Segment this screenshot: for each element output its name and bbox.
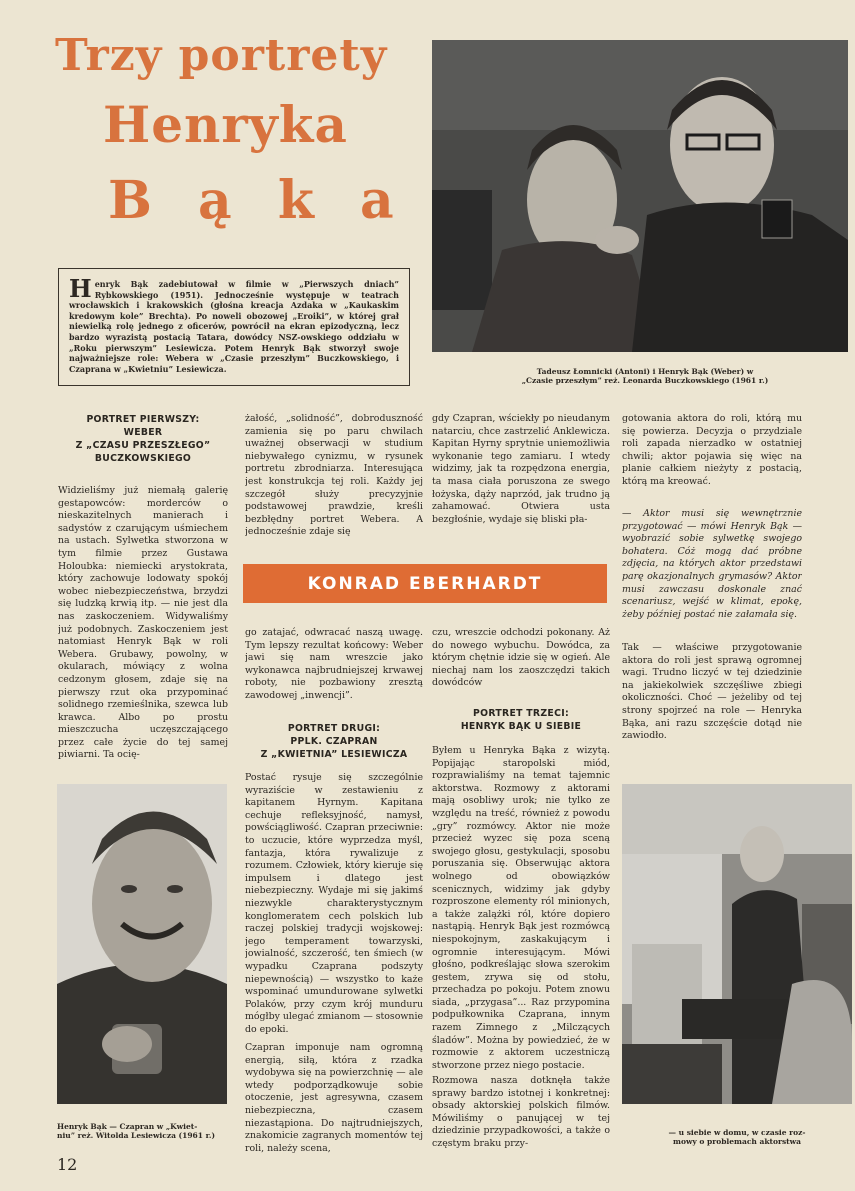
photo-bak-czapran-image bbox=[57, 784, 227, 1104]
photo-bak-at-home bbox=[622, 784, 852, 1104]
caption-top-photo: Tadeusz Łomnicki (Antoni) i Henryk Bąk (Weber) w „Czasie przeszłym” reż. Leonarda Buczkowskiego (1961 r.) bbox=[521, 367, 769, 386]
column-4-top-text: gotowania aktora do roli, którą mu się powierza. Decyzja o przydziale roli zapada nierzadko w ostatniej chwili; aktor pojawia się więc na planie całkiem nieżyty z postacią, którą ma kreować. bbox=[622, 413, 802, 487]
column-3-visit-text: Byłem u Henryka Bąka z wizytą. Popijając staropolski miód, rozprawialiśmy na temat tajemnic aktorstwa. Rozmowy z aktorami mają osobliwy urok; nie tylko ze względu na treść, również z powodu „gry” rozmówcy. Aktor nie może przecież wyzec się poza sceną swojego głosu, gestykulacji, sposobu poruszania się. Obserwując aktora wolnego od obowiązków scenicznych, widzimy jak gdyby rozproszone elementy ról minionych, a także zalążki ról, które dopiero nastąpią. Henryk Bąk jest rozmówcą niespokojnym, zaskakującym i ogromnie interesującym. Mówi głośno, podkreślając słowa szerokim gestem, zrywa się od stołu, przechadza po pokoju. Potem znowu siada, „przygasa”... Raz przypomina podpułkownika Czaprana, innym razem Zimnego z „Milczących śladów”. Można by powiedzieć, że w rozmowie z aktorem uczestniczą stworzone przez niego postacie. bbox=[432, 745, 610, 1071]
photo-bak-czapran bbox=[57, 784, 227, 1104]
column-2-top-text: żałość, „solidność”, dobroduszność zamienia się po paru chwilach uważnej obserwacji w studium niebywałego cynizmu, w rysunek portretu zbrodniarza. Interesująca jest konstrukcja tej roli. Każdy jej szczegół służy precyzyjnie podstawowej prawdzie, kreśli bezbłędny portret Webera. A jednocześnie zdaje się bbox=[245, 413, 423, 538]
column-3-bottom-text: Rozmowa nasza dotknęła także sprawy bardzo istotnej i konkretnej: obsady aktorskiej polskich filmów. Mówiliśmy o panującej w tej dziedzinie przypadkowości, a także o częstym braku przy- bbox=[432, 1075, 610, 1149]
photo-lomnicki-bak-image bbox=[432, 40, 848, 352]
page-number: 12 bbox=[57, 1155, 78, 1174]
column-2-bottom-text: Czapran imponuje nam ogromną energią, siłą, która z rzadka wydobywa się na powierzchnię — ale wtedy podporządkowuje sobie otoczenie, jest agresywna, czasem niebezpieczna, czasem niezastąpiona. Do najtrudniejszych, znakomicie zagranych momentów tej roli, należy scena, bbox=[245, 1042, 423, 1154]
intro-text: enryk Bąk zadebiutował w filmie w „Pierwszych dniach” Rybkowskiego (1951). Jednocześnie występuje w teatrach wrocławskich i krakowskich (głośna kreacja Azdaka w „Kaukaskim kredowym kole” Brechta). Po noweli obozowej „Eroiki”, w której grał niewielką rolę jednego z oficerów, powrócił na ekran epizodyczną, lecz bardzo wyrazistą postacią Tatara, dowódcy NSZ-owskiego oddziału w „Roku pierwszym” Lesiewicza. Potem Henryk Bąk stworzył swoje najważniejsze role: Webera w „Czasie przeszłym” Buczkowskiego, i Czaprana w „Kwietniu” Lesiewicza. bbox=[69, 279, 399, 374]
title-line-3: B ą k a bbox=[108, 170, 408, 231]
photo-bak-at-home-image bbox=[622, 784, 852, 1104]
heading-portret-drugi: PORTRET DRUGI: PPLK. CZAPRAN Z „KWIETNIA” LESIEWICZA bbox=[260, 723, 408, 760]
column-4-bottom-text: Tak — właściwe przygotowanie aktora do roli jest sprawą ogromnej wagi. Trudno liczyć w tej dziedzinie na jakiekolwiek szczęśliwe zbiegi okoliczności. Choć — jeżeliby od tej strony spojrzeć na role — Henryka Bąka, ani razu szczęście dotąd nie zawiodło. bbox=[622, 642, 802, 742]
column-4-quote: — Aktor musi się wewnętrznie przygotować — mówi Henryk Bąk — wyobrazić sobie sylwetkę swojego bohatera. Cóż mogą dać próbne zdjęcia, na których aktor przedstawi parę okazjonalnych grymasów? Aktor musi zawczasu doskonale znać scenariusz, wejść w klimat, epokę, żeby później postać nie załamała się. bbox=[622, 508, 802, 620]
column-1-text: Widzieliśmy już niemałą galerię gestapowców: morderców o nieskazitelnych manierach i sadystów z czarującym uśmiechem na ustach. Sylwetka stworzona w tym filmie przez Gustawa Holoubka: niemiecki arystokrata, który zachowuje lodowaty spokój wobec niebezpieczeństwa, brzydzi się ludzką krwią itp. — nie jest dla nas zaskoczeniem. Widywaliśmy już podobnych. Zaskoczeniem jest natomiast Henryk Bąk w roli Webera. Grubawy, powolny, w okularach, mówiący z wolna cedzonym głosem, zdaje się na pierwszy rzut oka przypominać solidnego rzemieślnika, szewca lub krawca. Albo po prostu mieszczucha uczęszczającego przez całe życie do tej samej piwiarni. Ta ocię- bbox=[58, 485, 228, 761]
column-3-middle-text: czu, wreszcie odchodzi pokonany. Aż do nowego wybuchu. Dowódca, za którym chętnie idzie się w ogień. Ale niechaj nam los zaoszczędzi takich dowódców bbox=[432, 627, 610, 687]
title-line-1: Trzy portrety bbox=[55, 30, 388, 81]
column-2-czapran-text: Postać rysuje się szczególnie wyraziście w zestawieniu z kapitanem Hyrnym. Kapitana cechuje refleksyjność, namysł, powściągliwość. Czapran przeciwnie: to uczucie, które wyprzedza myśl, fantazja, która rywalizuje z rozumem. Człowiek, który kieruje się impulsem i dlatego jest niebezpieczny. Wydaje mi się jakimś niezwykle charakterystycznym konglomeratem cech polskich lub raczej polskiej tradycji wojskowej: jego temperament towarzyski, jowialność, szczerość, ten śmiech (w wypadku Czaprana podszyty niepewnością) — wszystko to każe wspominać umundurowane sylwetki Polaków, przy czym krój munduru mógłby ulegać zmianom — stosownie do epoki. bbox=[245, 772, 423, 1034]
column-2-middle-text: go zatajać, odwracać naszą uwagę. Tym lepszy rezultat końcowy: Weber jawi się nam wreszcie jako wykonawca najbrudniejszej krwawej roboty, nie pozbawiony zresztą zawodowej „inwencji”. bbox=[245, 627, 423, 701]
photo-lomnicki-bak bbox=[432, 40, 848, 352]
intro-box bbox=[58, 268, 410, 386]
caption-bottom-left-photo: Henryk Bąk — Czapran w „Kwiet- niu” reż. Witolda Lesiewicza (1961 r.) bbox=[57, 1122, 216, 1141]
heading-portret-trzeci: PORTRET TRZECI: HENRYK BĄK U SIEBIE bbox=[460, 708, 582, 732]
column-3-top-text: gdy Czapran, wściekły po nieudanym natarciu, chce zastrzelić Anklewicza. Kapitan Hyrny sprytnie uniemożliwia wykonanie tego zamiaru. I wtedy widzimy, jak ta rozpędzona energia, ta masa ciała poruszona ze swego łożyska, dąży naprzód, jak trudno ją zahamować. Otwiera usta bezgłośnie, wydaje się bliski pła- bbox=[432, 413, 610, 525]
heading-portret-pierwszy: PORTRET PIERWSZY: WEBER Z „CZASU PRZESZŁEGO” BUCZKOWSKIEGO bbox=[75, 414, 211, 464]
intro-dropcap: H bbox=[69, 274, 92, 303]
title-line-2: Henryka bbox=[103, 95, 348, 154]
author-banner: KONRAD EBERHARDT bbox=[243, 564, 607, 603]
caption-bottom-right-photo: — u siebie w domu, w czasie roz- mowy o problemach aktorstwa bbox=[668, 1128, 806, 1147]
